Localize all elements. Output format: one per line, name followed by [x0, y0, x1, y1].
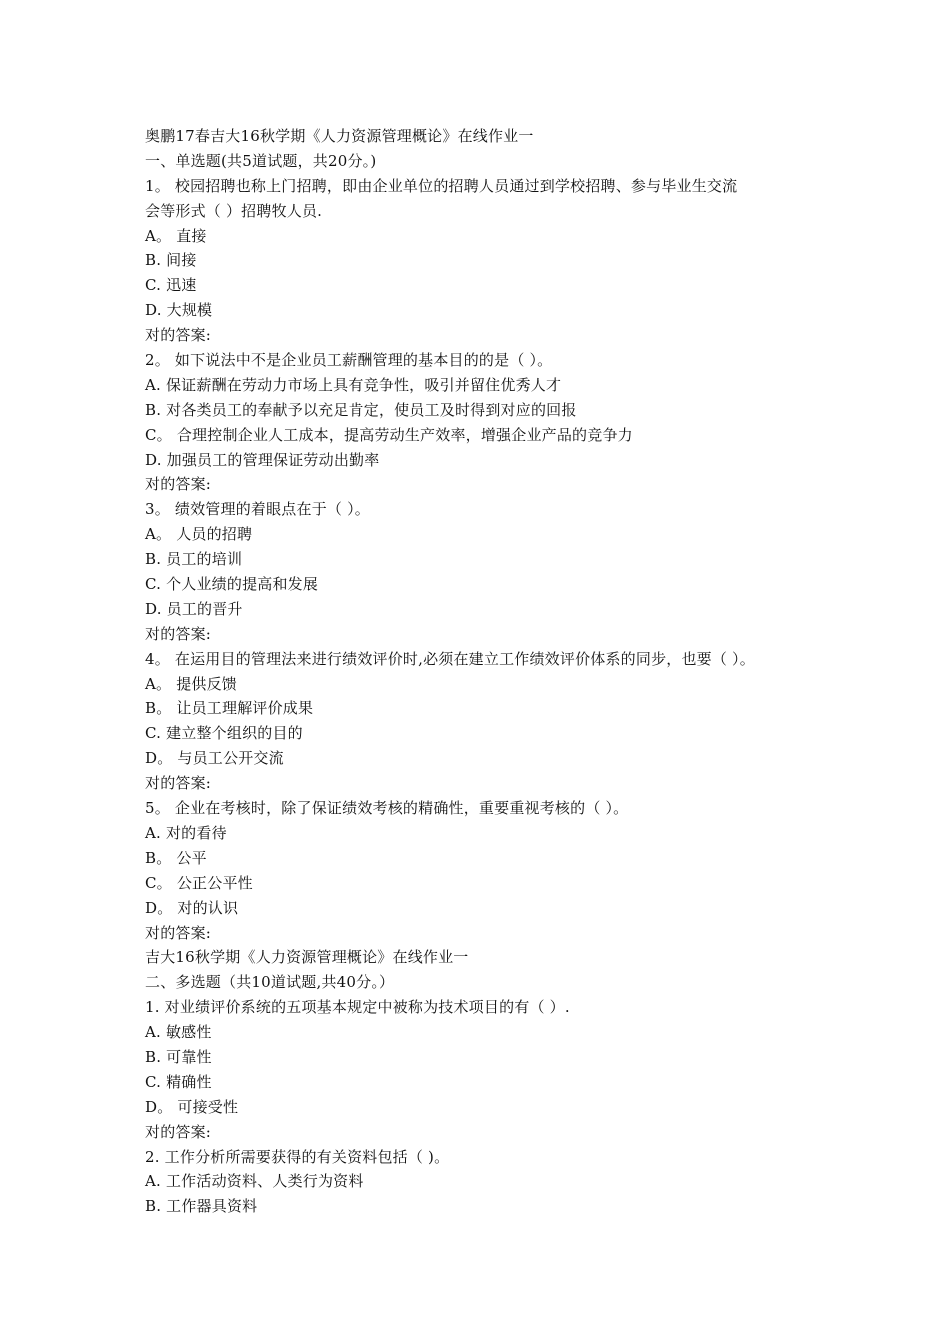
answer-label: 对的答案: — [145, 475, 212, 494]
option-line: D. 大规模 — [145, 301, 213, 320]
doc-subtitle: 吉大16秋学期《人力资源管理概论》在线作业一 — [145, 948, 469, 967]
option-line: A. 工作活动资料、人类行为资料 — [145, 1172, 364, 1191]
question-1-text: 1。 校园招聘也称上门招聘，即由企业单位的招聘人员通过到学校招聘、参与毕业生交流 — [145, 176, 738, 195]
option-line: C. 建立整个组织的目的 — [145, 724, 303, 743]
option-line: A。 人员的招聘 — [145, 525, 253, 544]
section-heading-multi-choice: 二、多选题（共10道试题,共40分。） — [145, 973, 395, 992]
answer-label: 对的答案: — [145, 923, 212, 942]
option-line: A. 敏感性 — [145, 1023, 212, 1042]
option-line: B。 公平 — [145, 848, 207, 867]
section-heading-single-choice: 一、单选题(共5道试题，共20分。) — [145, 151, 377, 170]
option-line: C. 迅速 — [145, 276, 197, 295]
option-line: D. 加强员工的管理保证劳动出勤率 — [145, 450, 380, 469]
question-3-text: 3。 绩效管理的着眼点在于（ ）。 — [145, 500, 370, 519]
question-4-text: 4。 在运用目的管理法来进行绩效评价时,必须在建立工作绩效评价体系的同步，也要（ ）。 — [145, 649, 755, 668]
option-line: B. 员工的培训 — [145, 550, 243, 569]
option-line: A。 提供反馈 — [145, 674, 238, 693]
question-5-text: 5。 企业在考核时，除了保证绩效考核的精确性，重要重视考核的（ ）。 — [145, 799, 629, 818]
option-line: B. 间接 — [145, 251, 197, 270]
answer-label: 对的答案: — [145, 774, 212, 793]
option-line: A. 保证薪酬在劳动力市场上具有竞争性，吸引并留住优秀人才 — [145, 375, 562, 394]
option-line: C. 个人业绩的提高和发展 — [145, 575, 319, 594]
option-line: C. 精确性 — [145, 1072, 212, 1091]
option-line: A。 直接 — [145, 226, 207, 245]
option-line: B. 可靠性 — [145, 1047, 212, 1066]
option-line: D。 可接受性 — [145, 1097, 239, 1116]
mc-question-1-text: 1. 对业绩评价系统的五项基本规定中被称为技术项目的有（ ）. — [145, 998, 570, 1017]
option-line: C。 合理控制企业人工成本，提高劳动生产效率，增强企业产品的竞争力 — [145, 425, 633, 444]
question-2-text: 2。 如下说法中不是企业员工薪酬管理的基本目的的是（ ）。 — [145, 351, 553, 370]
option-line: A. 对的看待 — [145, 823, 227, 842]
option-line: D。 与员工公开交流 — [145, 749, 284, 768]
answer-label: 对的答案: — [145, 1122, 212, 1141]
option-line: D。 对的认识 — [145, 898, 239, 917]
option-line: B. 工作器具资料 — [145, 1197, 258, 1216]
answer-label: 对的答案: — [145, 326, 212, 345]
option-line: B. 对各类员工的奉献予以充足肯定，使员工及时得到对应的回报 — [145, 400, 577, 419]
option-line: D. 员工的晋升 — [145, 599, 243, 618]
document-page — [145, 124, 845, 1219]
question-1-text-cont: 会等形式（ ）招聘牧人员. — [145, 201, 323, 220]
doc-title: 奥鹏17春吉大16秋学期《人力资源管理概论》在线作业一 — [145, 127, 534, 145]
answer-label: 对的答案: — [145, 624, 212, 643]
option-line: B。 让员工理解评价成果 — [145, 699, 314, 718]
option-line: C。 公正公平性 — [145, 873, 253, 892]
mc-question-2-text: 2. 工作分析所需要获得的有关资料包括（ )。 — [145, 1147, 450, 1166]
